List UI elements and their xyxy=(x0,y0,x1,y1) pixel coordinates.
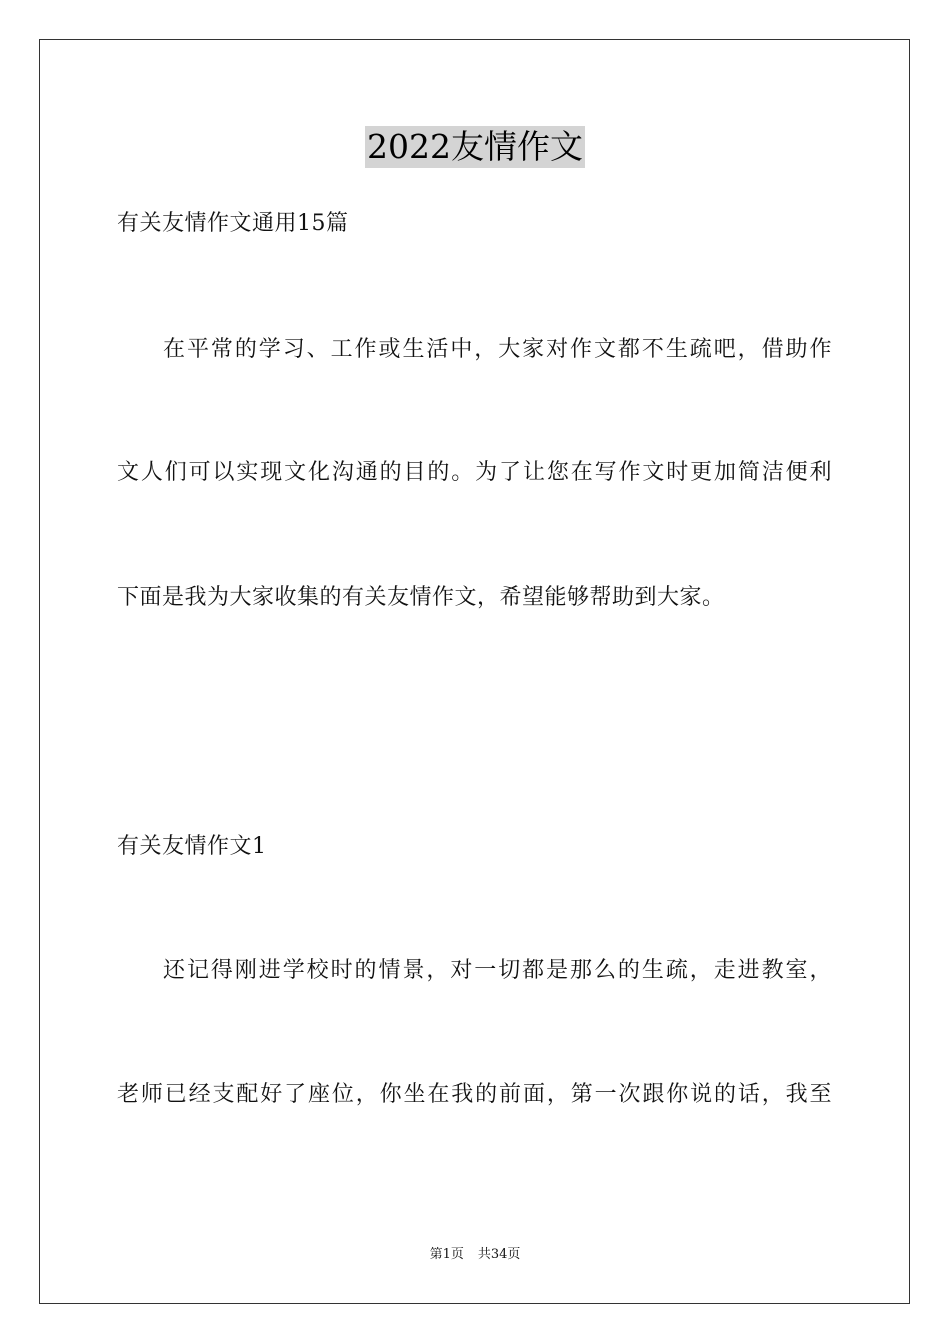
document-title: 2022友情作文 xyxy=(367,127,583,166)
intro-paragraph-line: 下面是我为大家收集的有关友情作文，希望能够帮助到大家。 xyxy=(117,585,725,610)
section-paragraph-line: 老师已经支配好了座位，你坐在我的前面，第一次跟你说的话，我至 xyxy=(117,1082,832,1107)
title-container xyxy=(0,126,950,168)
section-heading: 有关友情作文1 xyxy=(117,834,267,859)
intro-paragraph-line: 文人们可以实现文化沟通的目的。为了让您在写作文时更加简洁便利 xyxy=(117,460,832,485)
intro-paragraph-line: 在平常的学习、工作或生活中，大家对作文都不生疏吧，借助作 xyxy=(163,337,832,362)
page-number: 第1页 xyxy=(429,1247,464,1262)
page-total: 共34页 xyxy=(477,1247,521,1262)
page-footer xyxy=(0,1246,950,1264)
section-paragraph-line: 还记得刚进学校时的情景，对一切都是那么的生疏，走进教室， xyxy=(163,958,832,983)
document-subtitle: 有关友情作文通用15篇 xyxy=(117,211,349,236)
